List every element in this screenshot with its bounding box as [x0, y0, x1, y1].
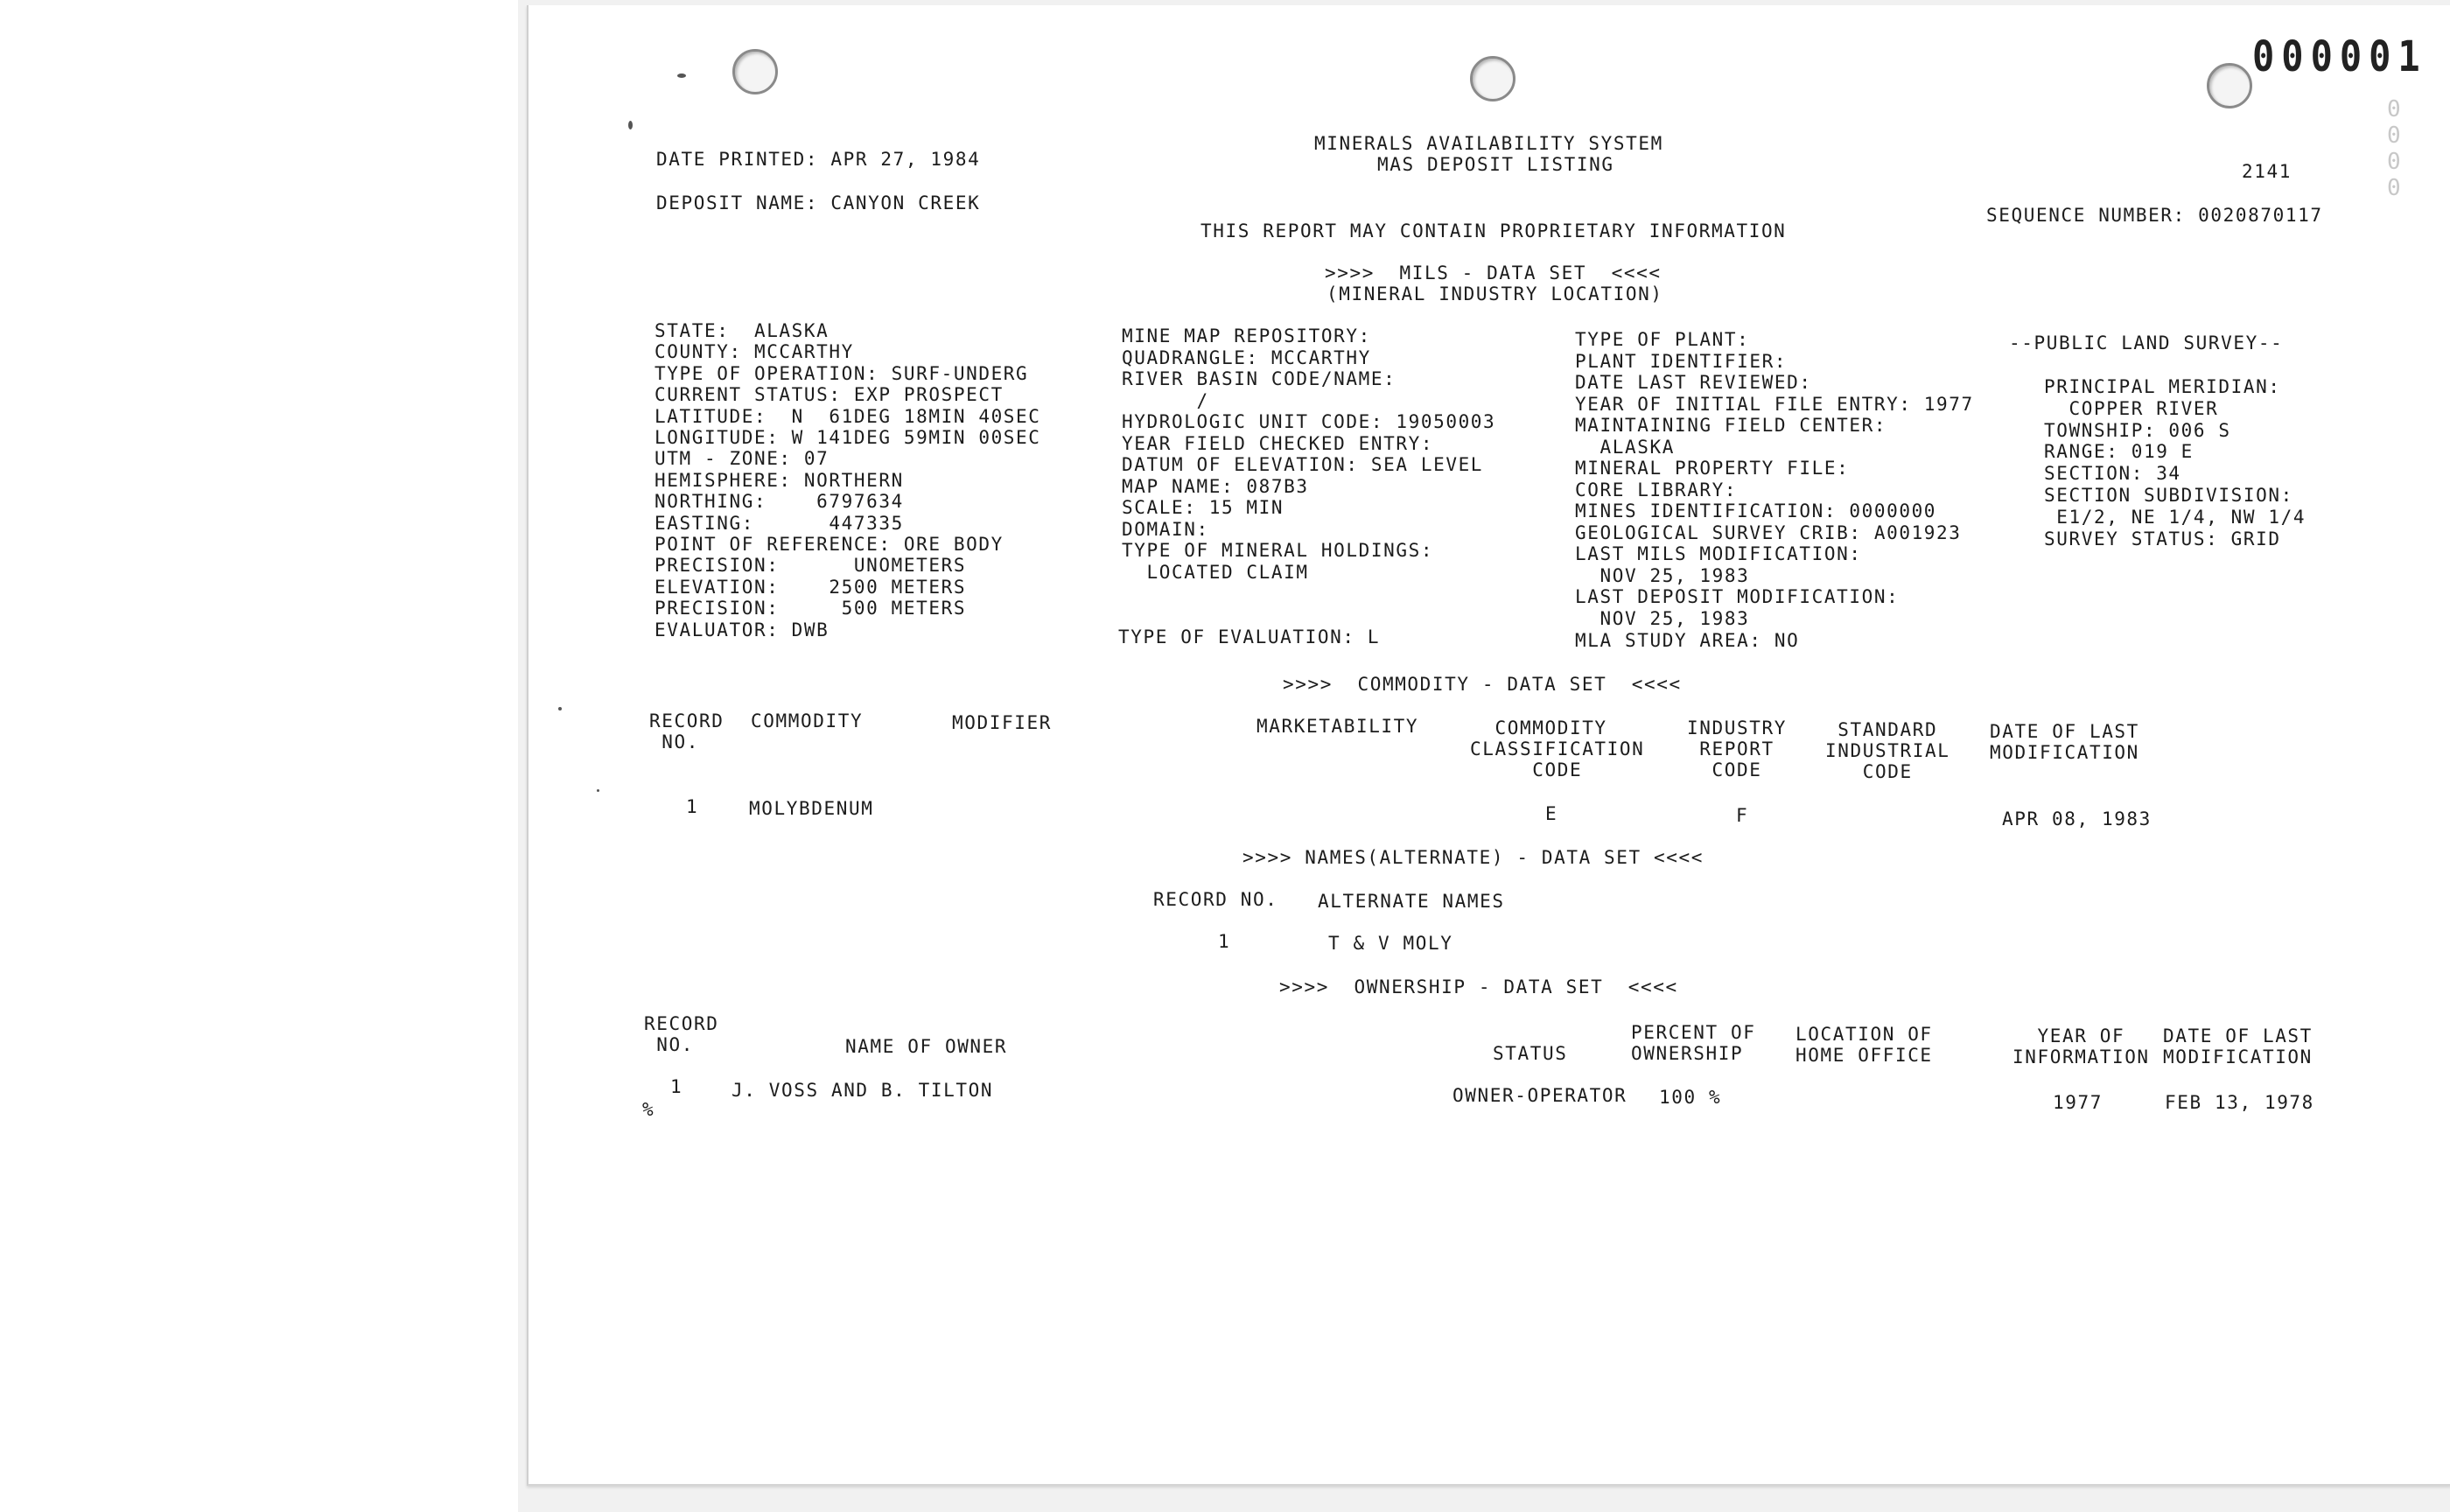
- field-type-of-plant: TYPE OF PLANT:: [1575, 329, 1750, 350]
- field-year-field-checked: YEAR FIELD CHECKED ENTRY:: [1122, 433, 1434, 454]
- commodity-header-standard-industrial-code: STANDARD INDUSTRIAL CODE: [1825, 719, 1950, 782]
- field-mineral-holdings-value: LOCATED CLAIM: [1122, 562, 1309, 583]
- ownership-header-location: LOCATION OF HOME OFFICE: [1796, 1024, 1933, 1066]
- names-row-record-no: 1: [1218, 931, 1231, 952]
- commodity-header-record-no: RECORD NO.: [649, 710, 724, 752]
- deposit-name: DEPOSIT NAME: CANYON CREEK: [656, 192, 981, 214]
- ownership-row-owner-name: J. VOSS AND B. TILTON: [732, 1080, 994, 1101]
- ownership-row-record-no: 1: [670, 1076, 683, 1097]
- field-river-basin: RIVER BASIN CODE/NAME:: [1122, 368, 1396, 389]
- ink-speck: [677, 74, 686, 78]
- field-hemisphere: HEMISPHERE: NORTHERN: [654, 470, 904, 491]
- field-last-mils-date: NOV 25, 1983: [1575, 565, 1750, 586]
- commodity-row-date: APR 08, 1983: [2002, 808, 2152, 830]
- field-precision-elevation: PRECISION: 500 METERS: [654, 598, 967, 619]
- field-easting: EASTING: 447335: [654, 513, 904, 534]
- field-last-deposit-modification: LAST DEPOSIT MODIFICATION:: [1575, 586, 1900, 607]
- field-elevation: ELEVATION: 2500 METERS: [654, 577, 967, 598]
- ownership-header-date: DATE OF LAST MODIFICATION: [2163, 1026, 2313, 1068]
- field-maintaining-center: MAINTAINING FIELD CENTER:: [1575, 415, 1887, 436]
- field-section-subdivision-value: E1/2, NE 1/4, NW 1/4: [2044, 507, 2306, 528]
- ownership-header-name: NAME OF OWNER: [845, 1036, 1008, 1057]
- field-quadrangle: QUADRANGLE: MCCARTHY: [1122, 347, 1371, 368]
- names-header-record-no: RECORD NO.: [1153, 889, 1278, 910]
- names-section-title: >>>> NAMES(ALTERNATE) - DATA SET <<<<: [1242, 847, 1704, 868]
- ownership-header-record-no: RECORD NO.: [644, 1013, 719, 1055]
- commodity-header-modifier: MODIFIER: [952, 712, 1052, 733]
- blank-margin: [0, 0, 518, 1512]
- commodity-row-report-code: F: [1736, 805, 1749, 826]
- faint-bleedthrough: 0 0 0 0: [2387, 96, 2401, 201]
- field-section: SECTION: 34: [2044, 463, 2181, 484]
- field-survey-status: SURVEY STATUS: GRID: [2044, 528, 2281, 550]
- field-map-name: MAP NAME: 087B3: [1122, 476, 1309, 497]
- field-mineral-property-file: MINERAL PROPERTY FILE:: [1575, 458, 1850, 479]
- field-principal-meridian-value: COPPER RIVER: [2044, 398, 2219, 419]
- field-longitude: LONGITUDE: W 141DEG 59MIN 00SEC: [654, 427, 1041, 448]
- field-river-basin-value: /: [1122, 390, 1209, 411]
- commodity-row-name: MOLYBDENUM: [749, 798, 874, 819]
- field-precision-location: PRECISION: UNOMETERS: [654, 555, 967, 576]
- field-plant-identifier: PLANT IDENTIFIER:: [1575, 351, 1788, 372]
- listing-title: MAS DEPOSIT LISTING: [1377, 154, 1614, 175]
- commodity-row-record-no: 1: [686, 796, 699, 817]
- ownership-header-year: YEAR OF INFORMATION: [2012, 1026, 2150, 1068]
- commodity-header-commodity: COMMODITY: [751, 710, 864, 732]
- ownership-row-percent: 100 %: [1659, 1087, 1722, 1108]
- punch-hole-left: [732, 49, 778, 94]
- ink-speck: [558, 707, 562, 710]
- field-hydrologic-unit: HYDROLOGIC UNIT CODE: 19050003: [1122, 411, 1496, 432]
- commodity-header-classification-code: COMMODITY CLASSIFICATION CODE: [1470, 718, 1645, 780]
- proprietary-notice: THIS REPORT MAY CONTAIN PROPRIETARY INFORMATION: [1200, 220, 1787, 242]
- names-row-alternate-name: T & V MOLY: [1328, 933, 1453, 954]
- ownership-header-percent: PERCENT OF OWNERSHIP: [1631, 1022, 1756, 1064]
- field-operation-type: TYPE OF OPERATION: SURF-UNDERG: [654, 363, 1029, 384]
- ownership-row-year: 1977: [2053, 1092, 2103, 1113]
- field-type-of-evaluation: TYPE OF EVALUATION: L: [1118, 626, 1381, 648]
- field-last-deposit-date: NOV 25, 1983: [1575, 608, 1750, 629]
- field-mines-identification: MINES IDENTIFICATION: 0000000: [1575, 500, 1937, 522]
- ink-speck: [628, 121, 633, 130]
- ownership-row-status: OWNER-OPERATOR: [1452, 1085, 1628, 1106]
- page-stamp-number: 000001: [2252, 32, 2427, 81]
- field-state: STATE: ALASKA: [654, 320, 830, 341]
- mils-section-subtitle: (MINERAL INDUSTRY LOCATION): [1326, 284, 1663, 304]
- commodity-row-classification: E: [1545, 803, 1558, 824]
- field-scale: SCALE: 15 MIN: [1122, 497, 1284, 518]
- field-range: RANGE: 019 E: [2044, 441, 2194, 462]
- mils-section-title: >>>> MILS - DATA SET <<<<: [1325, 262, 1662, 284]
- punch-hole-right: [2207, 63, 2252, 108]
- public-land-survey-title: --PUBLIC LAND SURVEY--: [2009, 332, 2284, 354]
- field-township: TOWNSHIP: 006 S: [2044, 420, 2231, 441]
- ownership-section-title: >>>> OWNERSHIP - DATA SET <<<<: [1279, 976, 1678, 998]
- field-county: COUNTY: MCCARTHY: [654, 341, 854, 362]
- field-date-last-reviewed: DATE LAST REVIEWED:: [1575, 372, 1812, 393]
- field-mineral-holdings: TYPE OF MINERAL HOLDINGS:: [1122, 540, 1434, 561]
- ink-speck: [597, 789, 599, 792]
- field-core-library: CORE LIBRARY:: [1575, 480, 1738, 500]
- field-datum-of-elevation: DATUM OF ELEVATION: SEA LEVEL: [1122, 454, 1484, 475]
- field-maintaining-center-value: ALASKA: [1575, 437, 1675, 458]
- field-section-subdivision: SECTION SUBDIVISION:: [2044, 485, 2293, 506]
- sequence-number: SEQUENCE NUMBER: 0020870117: [1986, 205, 2323, 226]
- field-domain: DOMAIN:: [1122, 519, 1209, 540]
- page-code: 2141: [2242, 161, 2292, 182]
- ownership-row-date: FEB 13, 1978: [2165, 1092, 2314, 1113]
- punch-hole-center: [1470, 56, 1516, 102]
- field-evaluator: EVALUATOR: DWB: [654, 620, 830, 640]
- stray-percent-mark: %: [642, 1099, 655, 1120]
- field-principal-meridian: PRINCIPAL MERIDIAN:: [2044, 376, 2281, 397]
- field-geological-survey-crib: GEOLOGICAL SURVEY CRIB: A001923: [1575, 522, 1962, 543]
- field-latitude: LATITUDE: N 61DEG 18MIN 40SEC: [654, 406, 1041, 427]
- field-initial-file-entry: YEAR OF INITIAL FILE ENTRY: 1977: [1575, 394, 1974, 415]
- field-point-of-reference: POINT OF REFERENCE: ORE BODY: [654, 534, 1004, 555]
- commodity-section-title: >>>> COMMODITY - DATA SET <<<<: [1283, 674, 1682, 695]
- ownership-header-status: STATUS: [1493, 1043, 1568, 1064]
- field-utm-zone: UTM - ZONE: 07: [654, 448, 830, 469]
- system-title: MINERALS AVAILABILITY SYSTEM: [1314, 133, 1663, 154]
- date-printed: DATE PRINTED: APR 27, 1984: [656, 149, 981, 170]
- field-mla-study-area: MLA STUDY AREA: NO: [1575, 630, 1800, 651]
- names-header-alternate-names: ALTERNATE NAMES: [1318, 891, 1505, 912]
- field-mine-map-repository: MINE MAP REPOSITORY:: [1122, 326, 1371, 346]
- commodity-header-industry-report-code: INDUSTRY REPORT CODE: [1687, 718, 1787, 780]
- field-current-status: CURRENT STATUS: EXP PROSPECT: [654, 384, 1004, 405]
- commodity-header-date-last-modification: DATE OF LAST MODIFICATION: [1990, 721, 2139, 763]
- field-last-mils-modification: LAST MILS MODIFICATION:: [1575, 543, 1862, 564]
- field-northing: NORTHING: 6797634: [654, 491, 904, 512]
- commodity-header-marketability: MARKETABILITY: [1256, 716, 1419, 737]
